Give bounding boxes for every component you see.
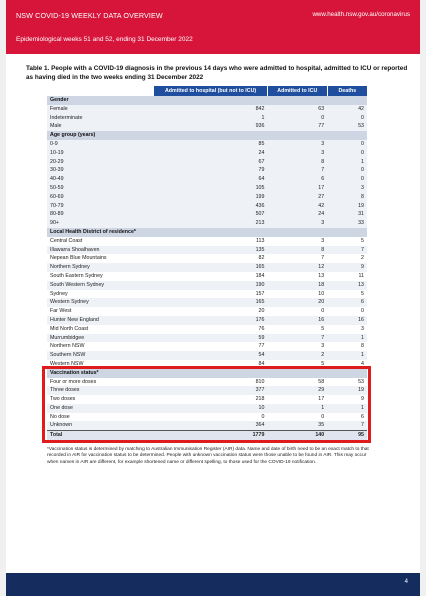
- table-header-blank: [47, 86, 154, 96]
- table-row: [47, 298, 367, 307]
- cell-deaths: 11: [358, 272, 364, 279]
- cell-hospital: 79: [154, 166, 268, 175]
- cell-hospital: 213: [154, 219, 268, 228]
- cell-hospital: 54: [154, 351, 268, 360]
- data-table: [47, 86, 367, 440]
- cell-deaths: 0: [327, 140, 367, 149]
- table-row: [47, 263, 367, 272]
- row-label: Mid North Coast: [50, 325, 89, 332]
- cell-deaths: 2: [361, 255, 364, 262]
- cell-hospital: 64: [154, 175, 268, 184]
- website-link[interactable]: www.health.nsw.gov.au/coronavirus: [312, 11, 410, 18]
- cell-hospital: 24: [154, 149, 268, 158]
- row-label: 80-89: [47, 210, 154, 219]
- cell-deaths: 8: [361, 343, 364, 350]
- cell-icu: 0: [321, 413, 325, 420]
- cell-hospital: 20: [258, 308, 265, 315]
- row-label: 70-79: [47, 202, 154, 211]
- table-row: [47, 307, 367, 316]
- page-number: 4: [404, 579, 408, 585]
- table-row: [47, 149, 367, 158]
- cell-hospital: 1: [154, 114, 268, 123]
- cell-icu: 140: [267, 431, 327, 440]
- cell-hospital: 165: [154, 263, 268, 272]
- row-label: Northern Sydney: [47, 263, 154, 272]
- column-header-deaths: Deaths: [327, 86, 367, 96]
- cell-hospital: 184: [255, 272, 265, 279]
- cell-hospital: 85: [154, 140, 268, 149]
- table-row: [47, 105, 367, 114]
- cell-deaths: 13: [327, 281, 367, 290]
- cell-deaths: 53: [358, 378, 364, 385]
- cell-icu: 18: [267, 281, 327, 290]
- table-row: [47, 175, 367, 184]
- table-row: [47, 193, 367, 202]
- cell-icu: 29: [267, 386, 327, 395]
- table-row: [47, 237, 367, 246]
- cell-icu: 7: [321, 255, 325, 262]
- row-label: Far West: [50, 308, 72, 315]
- row-label: Northern NSW: [50, 343, 85, 350]
- cell-hospital: 67: [154, 158, 268, 167]
- cell-deaths: 95: [327, 431, 367, 440]
- cell-icu: 10: [318, 290, 325, 297]
- header-banner: [6, 0, 420, 54]
- cell-icu: 35: [267, 421, 327, 430]
- row-label: Male: [47, 122, 154, 131]
- section-header-row: [47, 369, 367, 378]
- cell-icu: 20: [267, 298, 327, 307]
- table-row: [47, 281, 367, 290]
- cell-deaths: 9: [327, 263, 367, 272]
- cell-hospital: 364: [154, 421, 268, 430]
- table-row: [47, 114, 367, 123]
- cell-deaths: 0: [327, 114, 367, 123]
- cell-deaths: 0: [361, 308, 364, 315]
- cell-deaths: 19: [327, 202, 367, 211]
- cell-hospital: 936: [154, 122, 268, 131]
- cell-deaths: 3: [327, 184, 367, 193]
- row-label: Western NSW: [50, 360, 84, 367]
- row-label: Female: [47, 105, 154, 114]
- cell-deaths: 6: [361, 413, 364, 420]
- table-row: [47, 158, 367, 167]
- table-row: [47, 325, 367, 334]
- table-header-row: [47, 86, 367, 96]
- table-row: [47, 184, 367, 193]
- row-label: Total: [47, 431, 154, 440]
- total-row: [47, 431, 367, 440]
- cell-hospital: 190: [154, 281, 268, 290]
- row-label: 90+: [47, 219, 154, 228]
- row-label: Western Sydney: [47, 298, 154, 307]
- table-row: [47, 166, 367, 175]
- table-row: [47, 386, 367, 395]
- cell-icu: 7: [267, 334, 327, 343]
- cell-deaths: 8: [327, 193, 367, 202]
- cell-icu: 7: [267, 166, 327, 175]
- cell-deaths: 3: [361, 325, 364, 332]
- row-label: Central Coast: [50, 237, 83, 244]
- row-label: Southern NSW: [47, 351, 154, 360]
- row-label: 50-59: [47, 184, 154, 193]
- cell-hospital: 76: [258, 325, 265, 332]
- cell-hospital: 105: [154, 184, 268, 193]
- cell-hospital: 165: [154, 298, 268, 307]
- row-label: Murrumbidgee: [47, 334, 154, 343]
- table-row: [47, 342, 367, 351]
- table-row: [47, 395, 367, 404]
- cell-icu: 3: [267, 219, 327, 228]
- cell-hospital: 59: [154, 334, 268, 343]
- table-row: [47, 413, 367, 422]
- cell-deaths: 0: [327, 149, 367, 158]
- table-row: [47, 351, 367, 360]
- row-label: 30-39: [47, 166, 154, 175]
- cell-deaths: 19: [327, 386, 367, 395]
- column-header-icu: Admitted to ICU: [267, 86, 327, 96]
- footer-bar: [6, 573, 420, 596]
- cell-deaths: 5: [361, 290, 364, 297]
- report-title: NSW COVID-19 WEEKLY DATA OVERVIEW: [16, 11, 163, 20]
- row-label: 10-19: [47, 149, 154, 158]
- table-row: [47, 246, 367, 255]
- column-header-hospital: Admitted to hospital (but not to ICU): [154, 86, 268, 96]
- cell-icu: 24: [267, 210, 327, 219]
- document-page: [6, 0, 420, 596]
- cell-icu: 77: [267, 122, 327, 131]
- table-row: [47, 140, 367, 149]
- cell-deaths: 1: [327, 158, 367, 167]
- cell-icu: 3: [321, 343, 325, 350]
- row-label: Three doses: [47, 386, 154, 395]
- row-label: Nepean Blue Mountains: [50, 255, 107, 262]
- row-label: Unknown: [47, 421, 154, 430]
- cell-deaths: 1: [327, 404, 367, 413]
- table-body: [47, 96, 367, 440]
- row-label: 20-29: [47, 158, 154, 167]
- cell-icu: 0: [321, 308, 325, 315]
- table-row: [47, 290, 367, 299]
- row-label: Illawarra Shoalhaven: [47, 246, 154, 255]
- cell-deaths: 6: [327, 298, 367, 307]
- table-heading: Table 1. People with a COVID-19 diagnosis in the previous 14 days who were admitted to hospital, admitted to ICU or reported as having died in the two weeks ending 31 December 2022: [26, 65, 408, 81]
- cell-icu: 16: [267, 316, 327, 325]
- cell-icu: 17: [267, 184, 327, 193]
- cell-icu: 3: [267, 149, 327, 158]
- cell-icu: 6: [267, 175, 327, 184]
- cell-icu: 63: [267, 105, 327, 114]
- table-row: [47, 404, 367, 413]
- row-label: 40-49: [47, 175, 154, 184]
- cell-icu: 3: [267, 140, 327, 149]
- cell-hospital: 176: [154, 316, 268, 325]
- cell-deaths: 5: [361, 237, 364, 244]
- cell-hospital: 436: [154, 202, 268, 211]
- cell-icu: 8: [267, 158, 327, 167]
- section-header-row: [47, 228, 367, 237]
- row-label: Four or more doses: [50, 378, 97, 385]
- table-row: [47, 272, 367, 281]
- cell-deaths: 9: [361, 396, 364, 403]
- cell-deaths: 53: [327, 122, 367, 131]
- cell-icu: 3: [321, 237, 325, 244]
- cell-deaths: 7: [327, 246, 367, 255]
- cell-deaths: 31: [327, 210, 367, 219]
- section-label: Local Health District of residence*: [47, 228, 367, 237]
- row-label: 0-9: [47, 140, 154, 149]
- cell-hospital: 82: [258, 255, 265, 262]
- cell-deaths: 7: [327, 421, 367, 430]
- cell-icu: 0: [267, 114, 327, 123]
- row-label: No dose: [50, 413, 70, 420]
- cell-hospital: 1779: [154, 431, 268, 440]
- table-row: [47, 210, 367, 219]
- cell-hospital: 113: [255, 237, 265, 244]
- row-label: Two doses: [50, 396, 76, 403]
- table-row: [47, 122, 367, 131]
- cell-icu: 17: [318, 396, 325, 403]
- cell-deaths: 33: [327, 219, 367, 228]
- table-row: [47, 360, 367, 369]
- cell-icu: 5: [321, 325, 325, 332]
- table-row: [47, 219, 367, 228]
- cell-deaths: 1: [327, 351, 367, 360]
- table-row: [47, 378, 367, 387]
- row-label: 60-69: [47, 193, 154, 202]
- section-header-row: [47, 96, 367, 105]
- cell-icu: 42: [267, 202, 327, 211]
- section-header-row: [47, 131, 367, 140]
- vaccination-footnote: *Vaccination status is determined by matching to Australian Immunisation Register (AIR) data. Name and date of birth need to be an exact match to that recorded in AIR for vaccination status to be determined. People with unknown vaccination status were those unable to be found in AIR. This may occur when names in AIR are different, for example shortened name or different spelling, to those used for the COVID-19 notification.: [47, 447, 369, 465]
- table-row: [47, 202, 367, 211]
- table-row: [47, 254, 367, 263]
- cell-hospital: 377: [154, 386, 268, 395]
- report-subtitle: Epidemiological weeks 51 and 52, ending 31 December 2022: [16, 36, 193, 43]
- cell-deaths: 4: [361, 360, 364, 367]
- cell-hospital: 10: [154, 404, 268, 413]
- row-label: South Eastern Sydney: [50, 272, 103, 279]
- cell-hospital: 135: [154, 246, 268, 255]
- cell-hospital: 199: [154, 193, 268, 202]
- table-row: [47, 421, 367, 430]
- cell-hospital: 810: [255, 378, 265, 385]
- cell-icu: 58: [318, 378, 325, 385]
- row-label: One dose: [47, 404, 154, 413]
- cell-icu: 13: [318, 272, 325, 279]
- row-label: South Western Sydney: [47, 281, 154, 290]
- cell-icu: 5: [321, 360, 325, 367]
- cell-deaths: 42: [327, 105, 367, 114]
- table-row: [47, 316, 367, 325]
- section-label: Vaccination status*: [47, 369, 367, 378]
- row-label: Hunter New England: [47, 316, 154, 325]
- cell-deaths: 0: [327, 166, 367, 175]
- cell-deaths: 16: [327, 316, 367, 325]
- cell-hospital: 507: [154, 210, 268, 219]
- section-label: Age group (years): [47, 131, 367, 140]
- cell-icu: 8: [267, 246, 327, 255]
- cell-icu: 12: [267, 263, 327, 272]
- cell-deaths: 1: [327, 334, 367, 343]
- row-label: Indeterminate: [47, 114, 154, 123]
- cell-hospital: 218: [255, 396, 265, 403]
- cell-deaths: 0: [327, 175, 367, 184]
- cell-hospital: 157: [255, 290, 265, 297]
- section-label: Gender: [47, 96, 367, 105]
- cell-hospital: 0: [261, 413, 265, 420]
- row-label: Sydney: [50, 290, 68, 297]
- cell-hospital: 77: [258, 343, 265, 350]
- cell-icu: 2: [267, 351, 327, 360]
- table-row: [47, 334, 367, 343]
- cell-hospital: 84: [258, 360, 265, 367]
- cell-icu: 1: [267, 404, 327, 413]
- cell-hospital: 842: [154, 105, 268, 114]
- cell-icu: 27: [267, 193, 327, 202]
